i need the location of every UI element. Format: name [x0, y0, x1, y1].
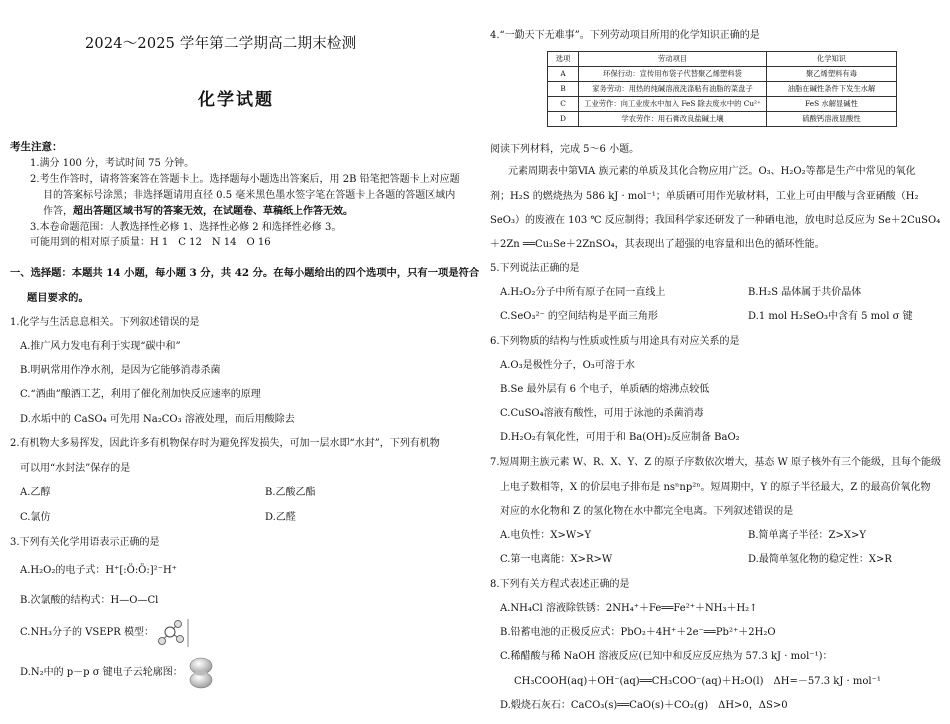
q6-option-a: A.O₃是极性分子，O₃可溶于水 — [500, 360, 635, 371]
q6-option-c: C.CuSO₄溶液有酸性，可用于泳池的杀菌消毒 — [500, 408, 704, 419]
reading-line-3: SeO₃）的废液在 103 ℃ 反应制得；我国科学家还研发了一种硒电池，放电时总反应为 Se＋2CuSO₄ — [490, 215, 941, 226]
table-row — [548, 112, 897, 127]
q8-option-d: D.煅烧石灰石：CaCO₃(s)══CaO(s)＋CO₂(g) ΔH>0，ΔS>0 — [500, 700, 788, 711]
q7-stem-1: 7.短周期主族元素 W、R、X、Y、Z 的原子序数依次增大，基态 W 原子核外有三个能级，且每个能级 — [490, 457, 942, 468]
q2-option-b: B.乙酸乙酯 — [265, 487, 316, 498]
sigma-bond-cloud-image — [183, 655, 219, 691]
q7-option-b: B.简单离子半径：Z>X>Y — [748, 530, 866, 541]
reading-intro: 阅读下列材料，完成 5～6 小题。 — [490, 144, 640, 155]
q7-option-a: A.电负性：X>W>Y — [500, 530, 592, 541]
table-cell: C — [548, 97, 579, 112]
table-cell: 油脂在碱性条件下发生水解 — [767, 82, 897, 97]
q5-option-c: C.SeO₃²⁻ 的空间结构是平面三角形 — [500, 311, 658, 322]
exam-title: 2024～2025 学年第二学期高二期末检测 — [85, 36, 357, 52]
table-header-cell: 劳动项目 — [579, 52, 767, 67]
q4-stem: 4.“一勤天下无难事”。下列劳动项目所用的化学知识正确的是 — [490, 30, 760, 41]
q8-option-c: C.稀醋酸与稀 NaOH 溶液反应(已知中和反应反应热为 57.3 kJ · mol⁻¹)： — [500, 651, 833, 662]
q3-a-prefix: A.H₂O₂的电子式：H⁺ — [20, 565, 120, 576]
q2-stem-2: 可以用“水封法”保存的是 — [20, 463, 131, 474]
note-line-2: 2.考生作答时，请将答案答在答题卡上。选择题每小题选出答案后，用 2B 铅笔把答题卡上对应题 — [30, 174, 460, 185]
q1-option-d: D.水垢中的 CaSO₄ 可先用 Na₂CO₃ 溶液处理，而后用酸除去 — [20, 414, 295, 425]
q8-option-a: A.NH₄Cl 溶液除铁锈：2NH₄⁺＋Fe══Fe²⁺＋NH₃＋H₂↑ — [500, 603, 758, 614]
q6-option-d: D.H₂O₂有氧化性，可用于和 Ba(OH)₂反应制备 BaO₂ — [500, 432, 740, 443]
table-row — [548, 97, 897, 112]
note-line-2b: 目的答案标号涂黑；非选择题请用直径 0.5 毫米黑色墨水签字笔在答题卡上各题的答题区域内 — [43, 190, 456, 201]
table-cell: B — [548, 82, 579, 97]
section1-heading-2: 题目要求的。 — [27, 292, 89, 304]
table-cell: 聚乙烯塑料有毒 — [767, 67, 897, 82]
table-cell: 家务劳动：用热的纯碱溶液洗涤粘有油脂的菜盘子 — [579, 82, 767, 97]
reading-line-4: ＋2Zn ══Cu₂Se＋2ZnSO₄，其表现出了超强的电容量和出色的循环性能。 — [490, 239, 825, 250]
note-line-3: 3.本卷命题范围：人教选择性必修 1、选择性必修 2 和选择性必修 3。 — [30, 222, 342, 233]
q5-option-b: B.H₂S 晶体属于共价晶体 — [748, 287, 862, 298]
reading-line-2: 剂；H₂S 的燃烧热为 586 kJ · mol⁻¹；单质硒可用作光敏材料，工业上可由甲酸与含亚硒酸（H₂ — [490, 191, 919, 202]
q1-stem: 1.化学与生活息息相关。下列叙述错误的是 — [10, 317, 200, 328]
reading-line-1: 元素周期表中第ⅥA 族元素的单质及其化合物应用广泛。O₃、H₂O₂等都是生产中常见的氧化 — [508, 166, 916, 177]
table-row — [548, 67, 897, 82]
q7-option-d: D.最简单氢化物的稳定性：X>R — [748, 554, 892, 565]
q1-option-b: B.明矾常用作净水剂，是因为它能够消毒杀菌 — [20, 365, 221, 376]
table-header-row — [548, 52, 897, 67]
q3-option-c: C.NH₃分子的 VSEPR 模型： — [20, 627, 154, 638]
vsepr-model-image — [158, 619, 198, 649]
q1-option-c: C.“酒曲”酿酒工艺，利用了催化剂加快反应速率的原理 — [20, 389, 261, 400]
note-line-2c-bold: 超出答题区域书写的答案无效，在试题卷、草稿纸上作答无效。 — [73, 206, 353, 217]
q2-option-d: D.乙醛 — [265, 512, 296, 523]
subject-title: 化学试题 — [198, 90, 274, 110]
q8-stem: 8.下列有关方程式表述正确的是 — [490, 579, 630, 590]
q6-stem: 6.下列物质的结构与性质或性质与用途具有对应关系的是 — [490, 336, 740, 347]
table-cell: 学农劳作：用石膏改良盐碱土壤 — [579, 112, 767, 127]
table-cell: A — [548, 67, 579, 82]
table-header-cell: 化学知识 — [767, 52, 897, 67]
q5-option-a: A.H₂O₂分子中所有原子在同一直线上 — [500, 287, 666, 298]
table-cell: 工业劳作：向工业废水中加入 FeS 除去废水中的 Cu²⁺ — [579, 97, 767, 112]
notes-heading: 考生注意： — [10, 141, 63, 153]
q4-table — [547, 51, 897, 127]
q3-stem: 3.下列有关化学用语表示正确的是 — [10, 537, 160, 548]
q7-stem-3: 对应的水化物和 Z 的氢化物在水中都完全电离。下列叙述错误的是 — [500, 506, 794, 517]
q3-a-formula: [:Ö:Ö:]²⁻ — [119, 565, 163, 576]
q7-stem-2: 上电子数相等，X 的价层电子排布是 nsⁿnp²ⁿ。短周期中，Y 的原子半径最大，Z 的最高价氧化物 — [500, 482, 931, 493]
note-line-2c-prefix: 作答， — [43, 206, 73, 217]
q7-option-c: C.第一电离能：X>R>W — [500, 554, 613, 565]
q8-option-b: B.铅蓄电池的正极反应式：PbO₂＋4H⁺＋2e⁻══Pb²⁺＋2H₂O — [500, 627, 776, 638]
q2-stem-1: 2.有机物大多易挥发，因此许多有机物保存时为避免挥发损失，可加一层水即“水封”，下列有机物 — [10, 438, 440, 449]
q5-stem: 5.下列说法正确的是 — [490, 263, 580, 274]
table-cell: 硫酸钙溶液显酸性 — [767, 112, 897, 127]
q1-option-a: A.推广风力发电有利于实现“碳中和” — [20, 341, 181, 352]
q6-option-b: B.Se 最外层有 6 个电子，单质硒的熔沸点较低 — [500, 384, 710, 395]
table-cell: 环保行动：宣传用布袋子代替聚乙烯塑料袋 — [579, 67, 767, 82]
table-row — [548, 82, 897, 97]
table-cell: D — [548, 112, 579, 127]
note-line-1: 1.满分 100 分，考试时间 75 分钟。 — [30, 158, 195, 169]
q8-option-c-equation: CH₃COOH(aq)＋OH⁻(aq)══CH₃COO⁻(aq)＋H₂O(l) ΔH=－57.3 kJ · mol⁻¹ — [514, 676, 881, 687]
note-line-2c — [43, 207, 353, 217]
section1-heading-1: 一、选择题：本题共 14 小题，每小题 3 分，共 42 分。在每小题给出的四个选项中，只有一项是符合 — [10, 267, 480, 279]
q3-option-d: D.N₂中的 p－p σ 键电子云轮廓图： — [20, 667, 183, 678]
q3-option-a — [20, 566, 177, 576]
q3-option-b: B.次氯酸的结构式：H—O—Cl — [20, 595, 159, 606]
q5-option-d: D.1 mol H₂SeO₃中含有 5 mol σ 键 — [748, 311, 913, 322]
table-cell: FeS 水解显碱性 — [767, 97, 897, 112]
q2-option-c: C.氯仿 — [20, 512, 51, 523]
q3-a-suffix: H⁺ — [162, 565, 177, 576]
table-header-cell: 选项 — [548, 52, 579, 67]
note-line-4: 可能用到的相对原子质量：H 1 C 12 N 14 O 16 — [30, 237, 271, 248]
q2-option-a: A.乙醇 — [20, 487, 51, 498]
